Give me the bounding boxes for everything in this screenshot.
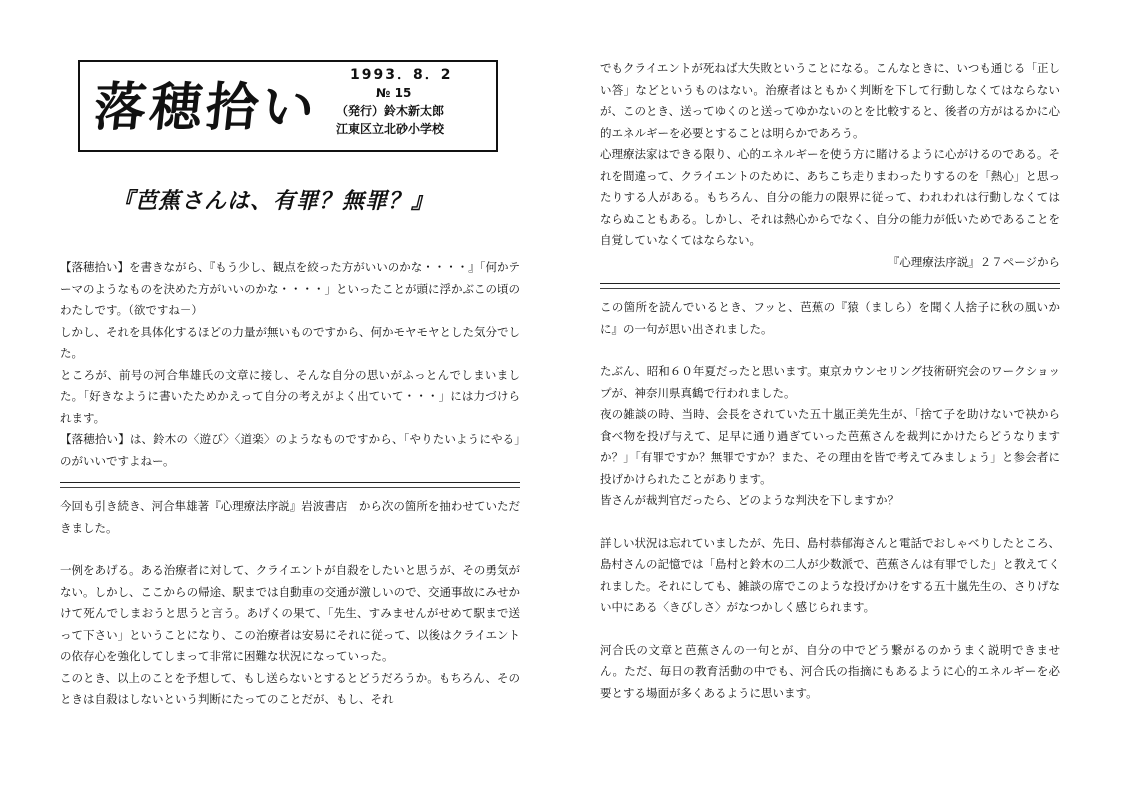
right-column — [600, 58, 1060, 704]
intro-paragraph: 【落穂拾い】を書きながら、『もう少し、観点を絞った方がいいのかな・・・・』「何かテーマのようなものを決めた方がいいのかな・・・・」といったことが頭に浮かぶこの頃のわたしです。（欲ですね－） — [60, 260, 520, 317]
masthead-title: 落穂拾い — [90, 77, 322, 138]
body-paragraph: 一例をあげる。ある治療者に対して、クライエントが自殺をしたいと思うが、その勇気がない。しかし、ここからの帰途、駅までは自動車の交通が激しいので、交通事故にみせかけて死んでしまおうと思うと言う。あげくの果て、「先生、すみませんがせめて駅まで送って下さい」ということになり、この治療者は安易にそれに従って、以後はクライエントの依存心を強化してしまって非常に困難な状況になっていった。 — [60, 563, 520, 663]
body-paragraph: 皆さんが裁判官だったら、どのような判決を下しますか？ — [600, 493, 899, 507]
body-paragraph: たぶん、昭和６０年夏だったと思います。東京カウンセリング技術研究会のワークショップが、神奈川県真鶴で行われました。 — [600, 364, 1060, 400]
left-body-text — [60, 496, 520, 711]
body-paragraph: 河合氏の文章と芭蕉さんの一句とが、自分の中でどう繋がるのかうまく説明できません。ただ、毎日の教育活動の中でも、河合氏の指摘にもあるように心的エネルギーを必要とする場面が多くあるように思います。 — [600, 642, 1060, 700]
quote-paragraph: 心理療法家はできる限り、心的エネルギーを使う方に賭けるように心がけるのである。それを間違って、クライエントのために、あちこち走りまわったりするのを「熱心」と思ったりする人がある。もちろん、自分の能力の限界に従って、われわれは行動しなくてはならぬこともある。しかし、それは熱心からでなく、自分の能力が低いためであることを自覚していなくてはならない。 — [600, 147, 1060, 247]
paragraph-gap — [600, 619, 1060, 640]
publisher: （発行）鈴木新太郎 — [336, 104, 445, 118]
issue-number: № 15 — [376, 86, 412, 100]
body-paragraph: このとき、以上のことを予想して、もし送らないとするとどうだろうか。もちろん、そのときは自殺はしないという判断にたってのことだが、もし、それ — [60, 670, 520, 706]
body-paragraph: 詳しい状況は忘れていましたが、先日、島村恭郁海さんと電話でおしゃべりしたところ、島村さんの記憶では「島村と鈴木の二人が少数派で、芭蕉さんは有罪でした」と教えてくれました。それにしても、雑談の席でこのような投げかけをする五十嵐先生の、さりげない中にある〈きびしさ〉がなつかしく感じられます。 — [600, 535, 1060, 614]
headline: 『芭蕉さんは、有罪？無罪？』 — [112, 189, 435, 214]
section-divider — [60, 482, 520, 488]
body-paragraph: 夜の雑談の時、当時、会長をされていた五十嵐正美先生が、「捨て子を助けないで袂から食べ物を投げ与えて、足早に通り過ぎていった芭蕉さんを裁判にかけたらどうなりますか？」「有罪ですか？無罪ですか？また、その理由を皆で考えてみましょう」と参会者に投げかけられたことがあります。 — [600, 407, 1060, 486]
body-paragraph: この箇所を読んでいるとき、フッと、芭蕉の『猿（ましら）を聞く人捨子に秋の風いかに』の一句が思い出されました。 — [600, 300, 1060, 336]
intro-paragraph: しかし、それを具体化するほどの力量が無いものですから、何かモヤモヤとした気分でした。 — [60, 324, 520, 360]
body-paragraph: 今回も引き続き、河合隼雄著『心理療法序説』岩波書店 から次の箇所を抽わせていただきました。 — [60, 499, 520, 535]
quote-source: 『心理療法序説』２７ページから — [887, 254, 1060, 269]
paragraph-gap — [600, 340, 1060, 361]
issue-date: 1993．8．2 — [350, 67, 453, 83]
section-divider — [600, 283, 1060, 289]
masthead-info — [336, 66, 486, 138]
left-column — [60, 60, 520, 711]
school-name: 江東区立北砂小学校 — [336, 122, 445, 136]
intro-paragraph: ところが、前号の河合隼雄氏の文章に接し、そんな自分の思いがふっとんでしまいました。「好きなように書いたためかえって自分の考えがよく出ていて・・・」には力づけられます。 — [60, 367, 520, 425]
paragraph-gap — [600, 512, 1060, 533]
quoted-passage — [600, 58, 1060, 273]
paragraph-gap — [60, 539, 520, 560]
quote-paragraph: でもクライエントが死ねば大失敗ということになる。こんなときに、いつも通じる「正しい答」などというものはない。治療者はともかく判断を下して行動しなくてはならないが、このとき、送ってゆくのと送ってゆかないのとを比較すると、後者の方がはるかに心的エネルギーを必要とすることは明らかであろう。 — [600, 61, 1060, 140]
masthead — [78, 60, 498, 152]
intro-text — [60, 257, 520, 472]
right-body-text — [600, 297, 1060, 704]
intro-paragraph: 【落穂拾い】は、鈴木の〈遊び〉〈道楽〉のようなものですから、「やりたいようにやる」のがいいですよねー。 — [60, 432, 520, 468]
